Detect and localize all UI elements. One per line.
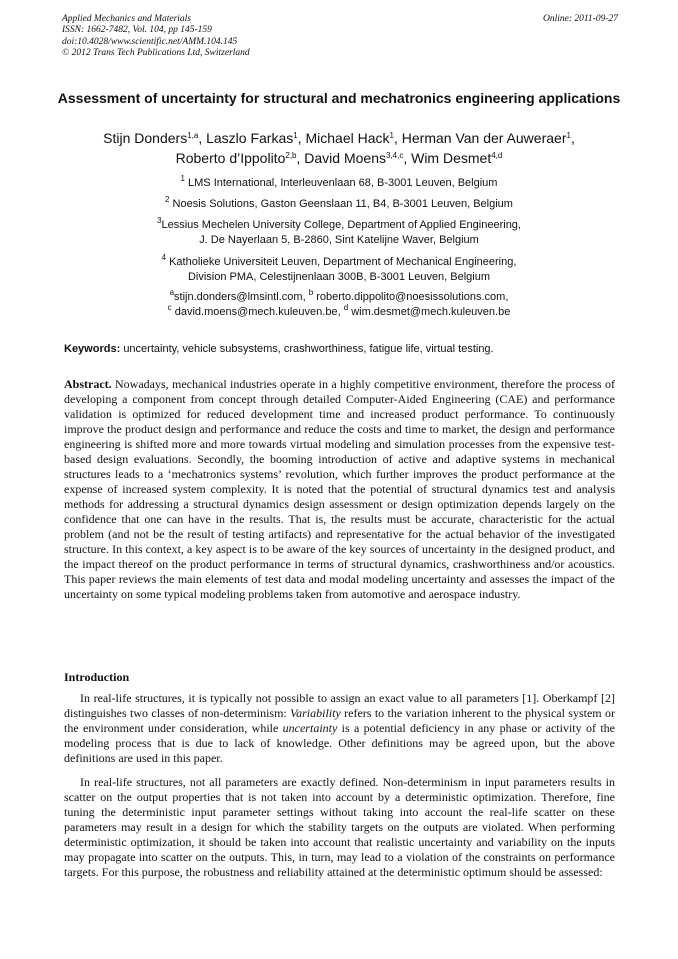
online-date: Online: 2011-09-27 xyxy=(542,14,618,24)
affiliation-mark: 3 xyxy=(157,216,162,225)
author-separator: , xyxy=(296,150,305,166)
author xyxy=(304,150,411,166)
author-name: David Moens xyxy=(304,150,386,166)
email-address: stijn.donders@lmsintl.com xyxy=(174,291,303,303)
journal-name: Applied Mechanics and Materials xyxy=(62,14,192,24)
author-affil-mark: 1 xyxy=(293,131,298,140)
author-name: Laszlo Farkas xyxy=(206,130,294,146)
email-entry xyxy=(169,288,309,303)
affiliation-4 xyxy=(40,255,638,285)
affiliation-line: Lessius Mechelen University College, Department of Applied Engineering, xyxy=(161,219,521,231)
text-run: In real-life structures, it is typically not possible to assign an exact value to all parameters [1]. Oberkampf [2] distinguishes two classes of non-determinism: xyxy=(64,691,615,720)
email-mark: b xyxy=(308,288,314,297)
email-separator: , xyxy=(505,291,509,303)
author-name: Roberto d’Ippolito xyxy=(175,150,286,166)
keywords xyxy=(64,342,620,356)
intro-paragraph-2: In real-life structures, not all parameters are exactly defined. Non-determinism in input parameters results in scatter on the output properties that is not taken into account by a deterministic optimization. Therefore, fine tuning the deterministic input parameter settings without taking into account the real-life scatter on these parameters may result in a design for which the stability targets on the outputs are violated. When performing deterministic optimization, it should be taken into account that realistic uncertainty and variability on the inputs may propagate into scatter on the outputs. This, in turn, may lead to a violation of the constraints on performance targets. For this purpose, the robustness and reliability attained at the deterministic optimum should be assessed: xyxy=(64,775,615,879)
author-affil-mark: 1,a xyxy=(187,131,199,140)
email-separator: , xyxy=(302,291,309,303)
email-address: roberto.dippolito@noesissolutions.com xyxy=(316,291,506,303)
affiliation-mark: 1 xyxy=(180,174,185,183)
paper-title: Assessment of uncertainty for structural and mechatronics engineering applications xyxy=(57,90,621,106)
abstract-label: Abstract. xyxy=(64,377,112,391)
author xyxy=(176,150,305,166)
keywords-label: Keywords: xyxy=(64,343,121,355)
email-mark: c xyxy=(167,303,172,312)
email-separator: , xyxy=(337,306,344,318)
author-separator: , xyxy=(570,130,575,146)
affiliation-mark: 2 xyxy=(165,195,170,204)
affiliation-1 xyxy=(40,176,638,191)
affiliation-line: Katholieke Universiteit Leuven, Department of Mechanical Engineering, xyxy=(169,256,517,268)
author-separator: , xyxy=(297,130,306,146)
text-run: refers to the variation inherent to the physical system or the environment under consideration, while xyxy=(64,706,615,735)
affiliation-line: Noesis Solutions, Gaston Geenslaan 11, B4, B-3001 Leuven, Belgium xyxy=(172,198,513,210)
email-entry xyxy=(343,303,511,318)
abstract xyxy=(64,377,615,602)
author-name: Michael Hack xyxy=(305,130,390,146)
affiliation-3 xyxy=(40,218,638,248)
section-heading-introduction: Introduction xyxy=(64,670,130,684)
author xyxy=(402,130,575,146)
affiliation-2 xyxy=(40,197,638,212)
copyright-line: © 2012 Trans Tech Publications Ltd, Switzerland xyxy=(62,47,250,58)
author-separator: , xyxy=(403,150,412,166)
email-entry xyxy=(167,303,344,318)
keywords-text: uncertainty, vehicle subsystems, crashworthiness, fatigue life, virtual testing. xyxy=(123,343,494,355)
author-affil-mark: 4,d xyxy=(491,151,503,160)
email-mark: a xyxy=(169,288,175,297)
author xyxy=(411,150,502,166)
email-entry xyxy=(308,288,509,303)
abstract-text: Nowadays, mechanical industries operate in a highly competitive environment, therefore the process of developing a component from concept through detailed Computer-Aided Engineering (CAE) and performance validation is optimized for reduced development time and increased product performance. To continuously improve the product design and performance and reduce the costs and time to market, the design and performance engineering is shifted more and more towards virtual modeling and simulation processes from the expensive test-based design evaluations. Secondly, the booming introduction of active and adaptive systems in mechanical structures leads to a ‘mechatronics systems’ revolution, which further improves the product performance at the expense of increased system complexity. It is noted that the potential of structural dynamics test and analysis methods for addressing a structural dynamics design assessment or design optimization depends largely on the confidence that one can have in the results. That is, the results must be accurate, characteristic for the actual problem (and not be the result of testing artifacts) and representative for the actual behavior of the investigated structure. In this context, a key aspect is to be aware of the key sources of uncertainty in the designed product, and the impact thereof on the product performance in terms of structural dynamics, crashworthiness and/or acoustics. This paper reviews the main elements of test data and modal modeling uncertainty and assesses the impact of the uncertainty on some typical modeling problems taken from automotive and aerospace industry. xyxy=(64,377,616,601)
email-mark: d xyxy=(343,303,349,312)
affiliation-mark: 4 xyxy=(161,253,167,262)
term-variability: Variability xyxy=(290,706,341,720)
term-uncertainty: uncertainty xyxy=(282,721,338,735)
author xyxy=(103,130,206,146)
author-name: Herman Van der Auweraer xyxy=(401,130,567,146)
email-list xyxy=(40,290,638,320)
affiliation-line: Division PMA, Celestijnenlaan 300B, B-3001 Leuven, Belgium xyxy=(187,271,491,283)
text-run: is a potential deficiency in any phase or activity of the modeling process that is due to lack of knowledge. Other definitions may be agreed upon, but the above definitions are used in this paper. xyxy=(64,721,615,765)
author-separator: , xyxy=(198,130,207,146)
journal-header xyxy=(62,14,618,59)
affiliation-line: J. De Nayerlaan 5, B-2860, Sint Katelijne Waver, Belgium xyxy=(199,234,479,246)
author-list xyxy=(40,128,638,168)
doi-line: doi:10.4028/www.scientific.net/AMM.104.145 xyxy=(62,36,238,47)
author-name: Wim Desmet xyxy=(411,150,492,166)
author xyxy=(206,130,305,146)
author-affil-mark: 3,4,c xyxy=(385,151,404,160)
affiliation-line: LMS International, Interleuvenlaan 68, B-3001 Leuven, Belgium xyxy=(188,177,498,189)
intro-paragraph-1 xyxy=(64,691,615,766)
email-address: wim.desmet@mech.kuleuven.be xyxy=(351,306,511,318)
author xyxy=(306,130,402,146)
author-name: Stijn Donders xyxy=(103,130,188,146)
author-affil-mark: 1 xyxy=(566,131,571,140)
issn-line: ISSN: 1662-7482, Vol. 104, pp 145-159 xyxy=(62,25,212,36)
author-separator: , xyxy=(393,130,402,146)
author-affil-mark: 1 xyxy=(389,131,394,140)
email-address: david.moens@mech.kuleuven.be xyxy=(174,306,338,318)
author-affil-mark: 2,b xyxy=(285,151,297,160)
